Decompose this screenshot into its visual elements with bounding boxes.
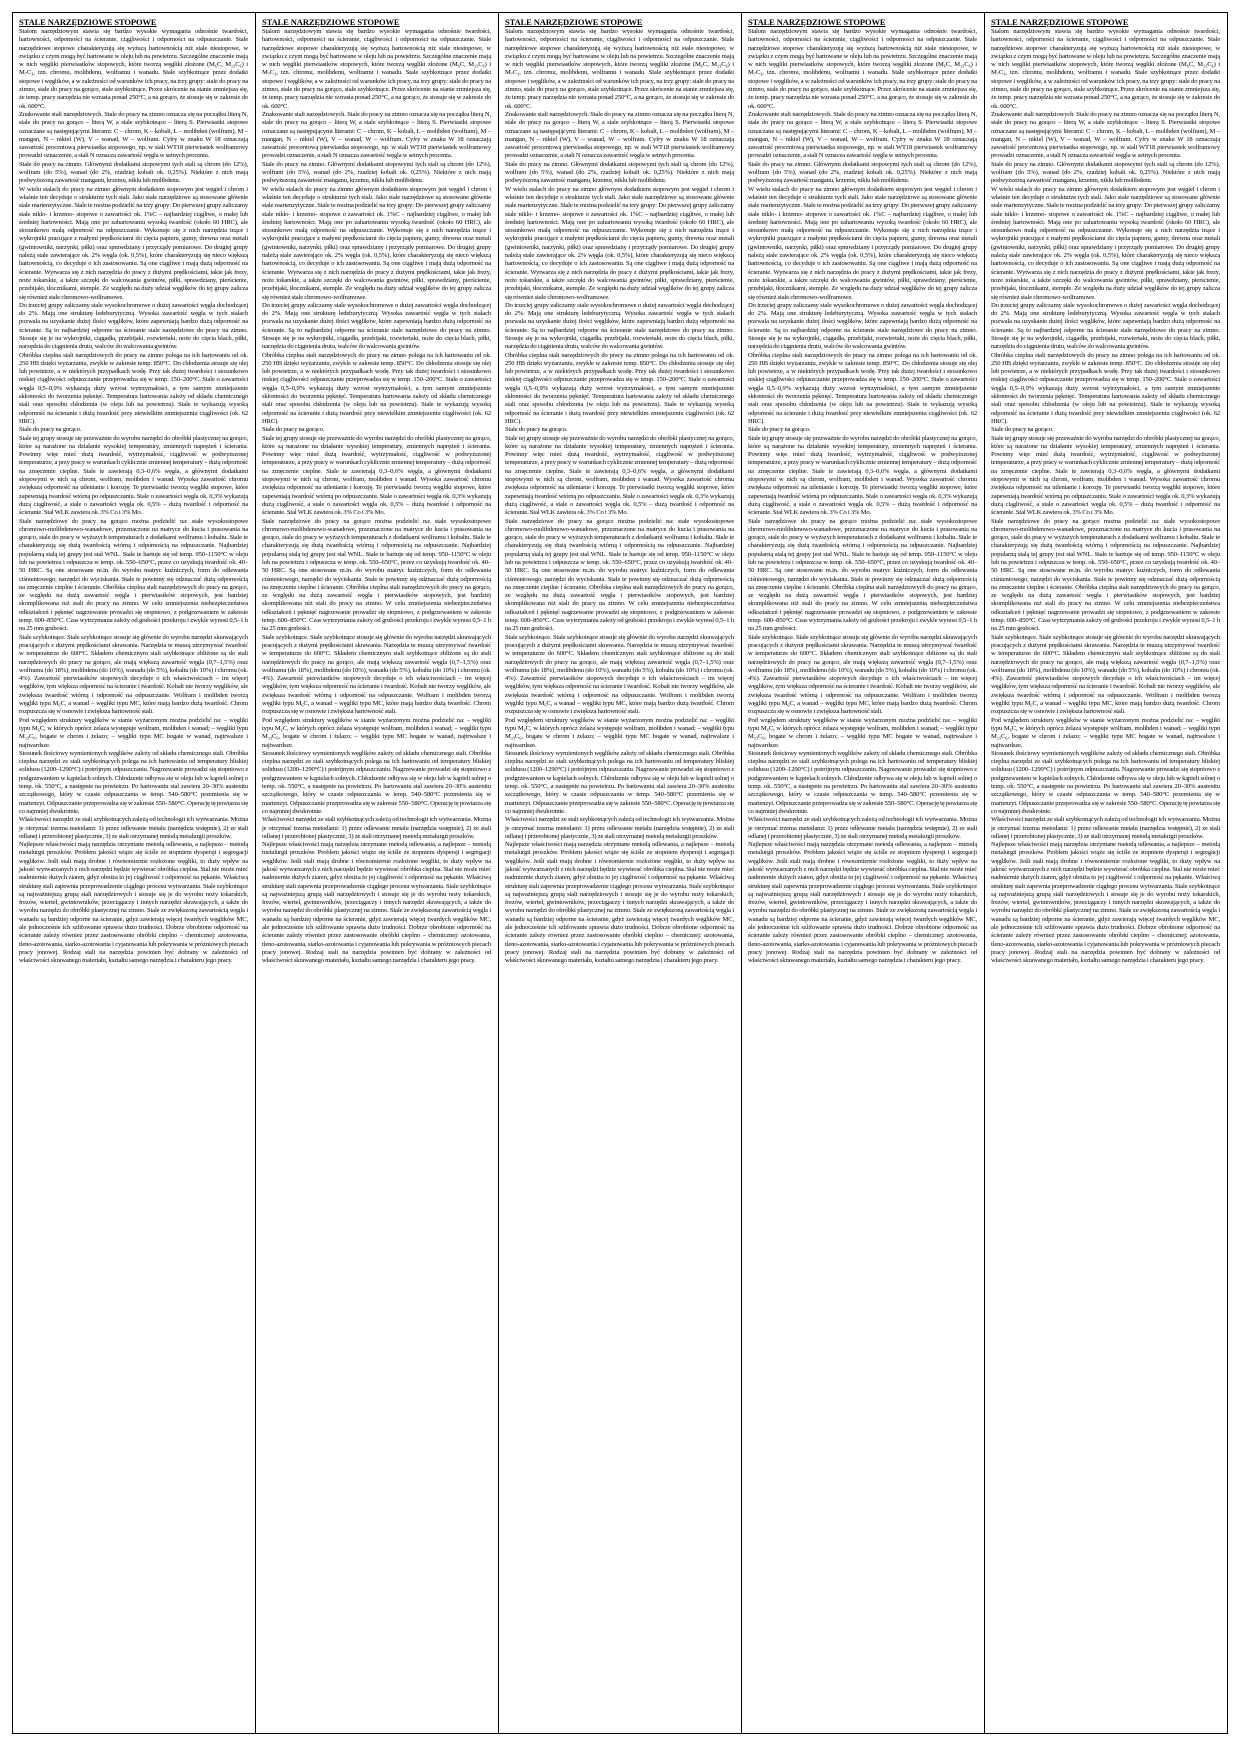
section-heading: Stale do pracy na gorąco. [748, 426, 811, 434]
column-body [748, 28, 977, 966]
text-column [985, 13, 1227, 1733]
text-column [13, 13, 256, 1733]
paragraph: Stosunek ilościowy wymienionych węglików zależy od składu chemicznego stali. Obróbka cieplna narzędzi ze stali szybkotnących polega na ich hartowaniu od temperatury bliskiej solidusu (1200–1290°C) i potrójnym odpuszczaniu. Nagrzewanie prowadzi się stopniowo z podgrzewaniem w kąpielach solnych. Chłodzenie odbywa się w oleju lub w kąpieli solnej o temp. ok. 550°C, a następnie na powietrzu. Po hartowaniu stal zawiera 20–30% austenitu szczątkowego, który w czasie odpuszczania w temp. 540–580°C przemienia się w martenzyt. Odpuszczanie przeprowadza się w zakresie 550–580°C. Operację tę powtarza się co najmniej dwukrotnie. [262, 749, 491, 815]
paragraph: Pod względem struktury węglików w stanie wyżarzonym można podzielić na: – węgliki typu M₆C, w których oprócz żelaza występuje wolfram, molibden i wanad; – węgliki typu M₂₃C₆, bogate w chrom i żelazo; – węgliki typu MC bogate w wanad, najtrwalsze i najtwardsze. [991, 716, 1220, 749]
paragraph: Stalom narzędziowym stawia się bardzo wysokie wymagania odnośnie twardości, hartowności, odporności na ścieranie, ciągliwości i odporności na odpuszczanie. Stale narzędziowe stopowe charakteryzują się wyższą hartownością niż stale niestopowe, w związku z czym mogą być hartowane w oleju lub na powietrzu. Szczególne znaczenie mają w nich węgliki pierwiastków stopowych, które tworzą węgliki złożone (M₆C, M₂₃C₆) i M₇C₃, tzn. chromu, molibdenu, wolframu i wanadu. Stale szybkotnące przez dodatki stopowe i węglików, a w zależności od warunków ich pracy, na trzy grupy: stale do pracy na zimno, stale do pracy na gorąco, stale szybkotnące. Przez skrócenie na stanie zmniejsza się, że temp. pracy narzędzia nie wzrasta ponad 250°C, a na gorąco, że stosuje się w zakresie do ok. 600°C. [748, 28, 977, 110]
paragraph: Obróbka cieplna stali narzędziowych do pracy na zimno polega na ich hartowaniu od ok. 250 HB dzięki wyżarzaniu, zwykle w zakresie temp. 850°C. Do chłodzenia stosuje się olej lub powietrze, a w niektórych przypadkach wodę. Przy tak dużej twardości i stosunkowo niskiej ciągliwości odpuszczanie przeprowadza się w temp. 150–200°C. Stale o zawartości węgla 0,5–0,9% wykazują duży wzrost wytrzymałości, a tym samym zmniejszenie skłonności do tworzenia pęknięć. Temperatura hartowania zależy od składu chemicznego stali oraz sposobu chłodzenia (w oleju lub na powietrzu). Stale te wykazują wysoką odporność na ścieranie i dużą twardość przy niewielkim zmniejszeniu ciągliwości (ok. 62 HRC). [991, 351, 1220, 425]
paragraph: Obróbka cieplna stali narzędziowych do pracy na zimno polega na ich hartowaniu od ok. 250 HB dzięki wyżarzaniu, zwykle w zakresie temp. 850°C. Do chłodzenia stosuje się olej lub powietrze, a w niektórych przypadkach wodę. Przy tak dużej twardości i stosunkowo niskiej ciągliwości odpuszczanie przeprowadza się w temp. 150–200°C. Stale o zawartości węgla 0,5–0,9% wykazują duży wzrost wytrzymałości, a tym samym zmniejszenie skłonności do tworzenia pęknięć. Temperatura hartowania zależy od składu chemicznego stali oraz sposobu chłodzenia (w oleju lub na powietrzu). Stale te wykazują wysoką odporność na ścieranie i dużą twardość przy niewielkim zmniejszeniu ciągliwości (ok. 62 HRC). [19, 351, 248, 425]
section-heading: Stale do pracy na gorąco. [991, 426, 1054, 434]
paragraph: Stale tej grupy stosuje się przeważnie do wyrobu narzędzi do obróbki plastycznej na gorąco, które są narażone na działanie wysokiej temperatury, zmiennych naprężeń i ścierania. Powinny więc mieć dużą twardość, wytrzymałość, ciągliwość w podwyższonej temperaturze, a przy pracy w warunkach cyklicznie zmiennej temperatury – dużą odporność na zmęczenie cieplne. Stale te zawierają 0,3–0,6% węgla, a głównymi dodatkami stopowymi w nich są chrom, wolfram, molibden i wanad. Wysoka zawartość chromu zwiększa odporność na utlenianie i korozję. Te pierwiastki tworzą węgliki stopowe, które zapewniają twardość wtórną po odpuszczaniu. Stale o zawartości węgla ok. 0,3% wykazują dużą ciągliwość, a stale o zawartości węgla ok. 0,5% – dużą twardość i odporność na ścieranie. Stal WLK zawiera ok. 3% Co i 3% Mo. [991, 434, 1220, 517]
text-column [256, 13, 499, 1733]
paragraph: Stale do pracy na zimno. Głównymi dodatkami stopowymi tych stali są chrom (do 12%), wolfram (do 5%), wanad (do 2%, rzadziej kobalt ok. 0,25%). Niektóre z nich mają podwyższoną zawartość manganu, krzemu, niklu lub molibdenu. [262, 160, 491, 185]
paragraph: Stale do pracy na zimno. Głównymi dodatkami stopowymi tych stali są chrom (do 12%), wolfram (do 5%), wanad (do 2%, rzadziej kobalt ok. 0,25%). Niektóre z nich mają podwyższoną zawartość manganu, krzemu, niklu lub molibdenu. [19, 160, 248, 185]
paragraph: Stale narzędziowe do pracy na gorąco można podzielić na: stale wysokostopowe chromowo-molibdenowo-wanadowe, przeznaczone na matryce do kucia i prasowania na gorąco, stale do pracy w wyższych temperaturach z dodatkami wolframu i kobaltu. Stale te charakteryzują się dużą twardością wtórną i odpornością na odpuszczanie. Najbardziej popularną stalą tej grupy jest stal WNL. Stale te hartuje się od temp. 950–1150°C w oleju lub na powietrzu i odpuszcza w temp. ok. 550–650°C, przez co uzyskują twardość ok. 40–50 HRC. Są one stosowane m.in. do wyrobu matryc kuźniczych, form do odlewania ciśnieniowego, narzędzi do wyciskania. Stale te powinny się odznaczać dużą odpornością na zmęczenie cieplne i ścieranie. Obróbka cieplna stali narzędziowych do pracy na gorąco, ze względu na dużą zawartość węgla i pierwiastków stopowych, jest bardziej skomplikowana niż stali do pracy na zimno. W celu zmniejszenia niebezpieczeństwa odkształceń i pęknięć nagrzewanie prowadzi się stopniowo, z podgrzewaniem w zakresie temp. 600–850°C. Czas wytrzymania zależy od grubości przekroju i zwykle wynosi 0,5–1 h na 25 mm grubości. [19, 517, 248, 633]
paragraph: Stalom narzędziowym stawia się bardzo wysokie wymagania odnośnie twardości, hartowności, odporności na ścieranie, ciągliwości i odporności na odpuszczanie. Stale narzędziowe stopowe charakteryzują się wyższą hartownością niż stale niestopowe, w związku z czym mogą być hartowane w oleju lub na powietrzu. Szczególne znaczenie mają w nich węgliki pierwiastków stopowych, które tworzą węgliki złożone (M₆C, M₂₃C₆) i M₇C₃, tzn. chromu, molibdenu, wolframu i wanadu. Stale szybkotnące przez dodatki stopowe i węglików, a w zależności od warunków ich pracy, na trzy grupy: stale do pracy na zimno, stale do pracy na gorąco, stale szybkotnące. Przez skrócenie na stanie zmniejsza się, że temp. pracy narzędzia nie wzrasta ponad 250°C, a na gorąco, że stosuje się w zakresie do ok. 600°C. [19, 28, 248, 110]
paragraph: Najlepsze właściwości mają narzędzia otrzymane metodą odlewania, a najlepsze – metodą metalurgii proszków. Problem jakości wiąże się ściśle ze stopniem dyspersji i segregacji węglików. Jeśli stali mają drobne i równomiernie rozłożone węgliki, to duży wpływ na jakość wytwarzanych z nich narzędzi będzie wywierać obróbka cieplna. Stal nie może mieć nadmiernie dużych ziaren, gdyż obniża to jej ciągliwość i odporność na pękanie. Właściwą strukturę stali zapewnia przeprowadzenie ciągłego procesu wytwarzania. Stale szybkotnące są najważniejszą grupą stali narzędziowych i stosuje się je do wyrobu noży tokarskich, frezów, wierteł, gwintowników, przeciągaczy i innych narzędzi skrawających, a także do wyrobu narzędzi do obróbki plastycznej na zimno. Stale ze zwiększoną zawartością węgla i wanadu są bardziej odporne na ścieranie, gdyż zawierają więcej twardych węglików MC, ale jednocześnie ich szlifowanie sprawia dużo trudności. Dobrze obrobione odporność na ścieranie zależy również przez zastosowanie obróbki cieplno – chemicznej: azotowania, tleno-azotowania, siarko-azotowania i cyjanowania lub pokrywania w próżniowych piecach pracy jonowej. Rodzaj stali na narzędzia powinien być dobrany w zależności od właściwości skrawanego materiału, kształtu samego narzędzia i charakteru jego pracy. [19, 841, 248, 965]
paragraph: Stalom narzędziowym stawia się bardzo wysokie wymagania odnośnie twardości, hartowności, odporności na ścieranie, ciągliwości i odporności na odpuszczanie. Stale narzędziowe stopowe charakteryzują się wyższą hartownością niż stale niestopowe, w związku z czym mogą być hartowane w oleju lub na powietrzu. Szczególne znaczenie mają w nich węgliki pierwiastków stopowych, które tworzą węgliki złożone (M₆C, M₂₃C₆) i M₇C₃, tzn. chromu, molibdenu, wolframu i wanadu. Stale szybkotnące przez dodatki stopowe i węglików, a w zależności od warunków ich pracy, na trzy grupy: stale do pracy na zimno, stale do pracy na gorąco, stale szybkotnące. Przez skrócenie na stanie zmniejsza się, że temp. pracy narzędzia nie wzrasta ponad 250°C, a na gorąco, że stosuje się w zakresie do ok. 600°C. [262, 28, 491, 110]
column-title: STALE NARZĘDZIOWE STOPOWE [19, 17, 157, 27]
paragraph: Stale narzędziowe do pracy na gorąco można podzielić na: stale wysokostopowe chromowo-molibdenowo-wanadowe, przeznaczone na matryce do kucia i prasowania na gorąco, stale do pracy w wyższych temperaturach z dodatkami wolframu i kobaltu. Stale te charakteryzują się dużą twardością wtórną i odpornością na odpuszczanie. Najbardziej popularną stalą tej grupy jest stal WNL. Stale te hartuje się od temp. 950–1150°C w oleju lub na powietrzu i odpuszcza w temp. ok. 550–650°C, przez co uzyskują twardość ok. 40–50 HRC. Są one stosowane m.in. do wyrobu matryc kuźniczych, form do odlewania ciśnieniowego, narzędzi do wyciskania. Stale te powinny się odznaczać dużą odpornością na zmęczenie cieplne i ścieranie. Obróbka cieplna stali narzędziowych do pracy na gorąco, ze względu na dużą zawartość węgla i pierwiastków stopowych, jest bardziej skomplikowana niż stali do pracy na zimno. W celu zmniejszenia niebezpieczeństwa odkształceń i pęknięć nagrzewanie prowadzi się stopniowo, z podgrzewaniem w zakresie temp. 600–850°C. Czas wytrzymania zależy od grubości przekroju i zwykle wynosi 0,5–1 h na 25 mm grubości. [991, 517, 1220, 633]
column-body [19, 28, 248, 966]
column-title: STALE NARZĘDZIOWE STOPOWE [991, 17, 1129, 27]
paragraph: Pod względem struktury węglików w stanie wyżarzonym można podzielić na: – węgliki typu M₆C, w których oprócz żelaza występuje wolfram, molibden i wanad; – węgliki typu M₂₃C₆, bogate w chrom i żelazo; – węgliki typu MC bogate w wanad, najtrwalsze i najtwardsze. [748, 716, 977, 749]
paragraph: Stale narzędziowe do pracy na gorąco można podzielić na: stale wysokostopowe chromowo-molibdenowo-wanadowe, przeznaczone na matryce do kucia i prasowania na gorąco, stale do pracy w wyższych temperaturach z dodatkami wolframu i kobaltu. Stale te charakteryzują się dużą twardością wtórną i odpornością na odpuszczanie. Najbardziej popularną stalą tej grupy jest stal WNL. Stale te hartuje się od temp. 950–1150°C w oleju lub na powietrzu i odpuszcza w temp. ok. 550–650°C, przez co uzyskują twardość ok. 40–50 HRC. Są one stosowane m.in. do wyrobu matryc kuźniczych, form do odlewania ciśnieniowego, narzędzi do wyciskania. Stale te powinny się odznaczać dużą odpornością na zmęczenie cieplne i ścieranie. Obróbka cieplna stali narzędziowych do pracy na gorąco, ze względu na dużą zawartość węgla i pierwiastków stopowych, jest bardziej skomplikowana niż stali do pracy na zimno. W celu zmniejszenia niebezpieczeństwa odkształceń i pęknięć nagrzewanie prowadzi się stopniowo, z podgrzewaniem w zakresie temp. 600–850°C. Czas wytrzymania zależy od grubości przekroju i zwykle wynosi 0,5–1 h na 25 mm grubości. [505, 517, 734, 633]
column-title: STALE NARZĘDZIOWE STOPOWE [262, 17, 400, 27]
paragraph: Najlepsze właściwości mają narzędzia otrzymane metodą odlewania, a najlepsze – metodą metalurgii proszków. Problem jakości wiąże się ściśle ze stopniem dyspersji i segregacji węglików. Jeśli stali mają drobne i równomiernie rozłożone węgliki, to duży wpływ na jakość wytwarzanych z nich narzędzi będzie wywierać obróbka cieplna. Stal nie może mieć nadmiernie dużych ziaren, gdyż obniża to jej ciągliwość i odporność na pękanie. Właściwą strukturę stali zapewnia przeprowadzenie ciągłego procesu wytwarzania. Stale szybkotnące są najważniejszą grupą stali narzędziowych i stosuje się je do wyrobu noży tokarskich, frezów, wierteł, gwintowników, przeciągaczy i innych narzędzi skrawających, a także do wyrobu narzędzi do obróbki plastycznej na zimno. Stale ze zwiększoną zawartością węgla i wanadu są bardziej odporne na ścieranie, gdyż zawierają więcej twardych węglików MC, ale jednocześnie ich szlifowanie sprawia dużo trudności. Dobrze obrobione odporność na ścieranie zależy również przez zastosowanie obróbki cieplno – chemicznej: azotowania, tleno-azotowania, siarko-azotowania i cyjanowania lub pokrywania w próżniowych piecach pracy jonowej. Rodzaj stali na narzędzia powinien być dobrany w zależności od właściwości skrawanego materiału, kształtu samego narzędzia i charakteru jego pracy. [262, 841, 491, 965]
paragraph: Stale szybkotnące. Stale szybkotnące stosuje się głównie do wyrobu narzędzi skrawających pracujących z dużymi prędkościami skrawania. Narzędzia te muszą utrzymywać twardość w temperaturze do 600°C. Składem chemicznym stali szybkotnące zbliżone są do stali narzędziowych do pracy na gorąco, ale mają większą zawartość węgla (0,7–1,5%) oraz wolframu (do 18%), molibdenu (do 10%), wanadu (do 5%), kobaltu (do 10%) i chromu (ok. 4%). Zawartość pierwiastków stopowych decyduje o ich właściwościach – im więcej węglików, tym większa odporność na ścieranie i twardość. Kobalt nie tworzy węglików, ale zwiększa twardość wtórną i odporność na odpuszczanie. Wolfram i molibden tworzą węgliki typu M₆C, a wanad – węgliki typu MC, które mają bardzo dużą twardość. Chrom rozpuszcza się w osnowie i zwiększa hartowność stali. [262, 633, 491, 716]
paragraph: Właściwości narzędzi ze stali szybkotnących zależą od technologii ich wytwarzania. Można je otrzymać trzema metodami: 1) przez odlewanie metalu (narzędzia wstępnie), 2) ze stali odlanej i przerobionej plastycznie, 3) ze stali otrzymanej metodą metalurgii proszków. [748, 816, 977, 840]
paragraph: Pod względem struktury węglików w stanie wyżarzonym można podzielić na: – węgliki typu M₆C, w których oprócz żelaza występuje wolfram, molibden i wanad; – węgliki typu M₂₃C₆, bogate w chrom i żelazo; – węgliki typu MC bogate w wanad, najtrwalsze i najtwardsze. [19, 716, 248, 749]
paragraph: Do trzeciej grupy zaliczamy stale wysokochromowe o dużej zawartości węgla dochodzącej do 2%. Mają one strukturę ledeburytyczną. Wysoka zawartość węgla w tych stalach pozwala na uzyskanie dużej ilości węglików, które zapewniają bardzo dużą odporność na ścieranie. Są to najbardziej odporne na ścieranie stale narzędziowe do pracy na zimno. Stosuje się je na wykrojniki, ciągadła, przebijaki, rozwiertaki, noże do cięcia blach, piłki, narzędzia do ciągnienia drutu, walców do walcowania gwintów. [505, 301, 734, 351]
paragraph: Do trzeciej grupy zaliczamy stale wysokochromowe o dużej zawartości węgla dochodzącej do 2%. Mają one strukturę ledeburytyczną. Wysoka zawartość węgla w tych stalach pozwala na uzyskanie dużej ilości węglików, które zapewniają bardzo dużą odporność na ścieranie. Są to najbardziej odporne na ścieranie stale narzędziowe do pracy na zimno. Stosuje się je na wykrojniki, ciągadła, przebijaki, rozwiertaki, noże do cięcia blach, piłki, narzędzia do ciągnienia drutu, walców do walcowania gwintów. [991, 301, 1220, 351]
paragraph: Znakowanie stali narzędziowych. Stale do pracy na zimno oznacza się na początku literą N, stale do pracy na gorąco – literą W, a stale szybkotnące – literą S. Pierwiastki stopowe oznaczane są następującymi literami: C – chrom, K – kobalt, L – molibden (wolfram), M – mangan, N – nikiel (W), V – wanad, W – wolfram. Cyfry w znaku W 18 oznaczają zawartość procentową pierwiastka stopowego, np. w stali WT18 pierwiastek wolframowy prowadzi oznaczenie, a stali N oznacza zawartość węgla w setnych procenta. [19, 110, 248, 160]
document-page [12, 12, 1228, 1734]
paragraph: Znakowanie stali narzędziowych. Stale do pracy na zimno oznacza się na początku literą N, stale do pracy na gorąco – literą W, a stale szybkotnące – literą S. Pierwiastki stopowe oznaczane są następującymi literami: C – chrom, K – kobalt, L – molibden (wolfram), M – mangan, N – nikiel (W), V – wanad, W – wolfram. Cyfry w znaku W 18 oznaczają zawartość procentową pierwiastka stopowego, np. w stali WT18 pierwiastek wolframowy prowadzi oznaczenie, a stali N oznacza zawartość węgla w setnych procenta. [505, 110, 734, 160]
column-body [505, 28, 734, 966]
paragraph: Właściwości narzędzi ze stali szybkotnących zależą od technologii ich wytwarzania. Można je otrzymać trzema metodami: 1) przez odlewanie metalu (narzędzia wstępnie), 2) ze stali odlanej i przerobionej plastycznie, 3) ze stali otrzymanej metodą metalurgii proszków. [262, 816, 491, 840]
paragraph: Stale szybkotnące. Stale szybkotnące stosuje się głównie do wyrobu narzędzi skrawających pracujących z dużymi prędkościami skrawania. Narzędzia te muszą utrzymywać twardość w temperaturze do 600°C. Składem chemicznym stali szybkotnące zbliżone są do stali narzędziowych do pracy na gorąco, ale mają większą zawartość węgla (0,7–1,5%) oraz wolframu (do 18%), molibdenu (do 10%), wanadu (do 5%), kobaltu (do 10%) i chromu (ok. 4%). Zawartość pierwiastków stopowych decyduje o ich właściwościach – im więcej węglików, tym większa odporność na ścieranie i twardość. Kobalt nie tworzy węglików, ale zwiększa twardość wtórną i odporność na odpuszczanie. Wolfram i molibden tworzą węgliki typu M₆C, a wanad – węgliki typu MC, które mają bardzo dużą twardość. Chrom rozpuszcza się w osnowie i zwiększa hartowność stali. [505, 633, 734, 716]
paragraph: Znakowanie stali narzędziowych. Stale do pracy na zimno oznacza się na początku literą N, stale do pracy na gorąco – literą W, a stale szybkotnące – literą S. Pierwiastki stopowe oznaczane są następującymi literami: C – chrom, K – kobalt, L – molibden (wolfram), M – mangan, N – nikiel (W), V – wanad, W – wolfram. Cyfry w znaku W 18 oznaczają zawartość procentową pierwiastka stopowego, np. w stali WT18 pierwiastek wolframowy prowadzi oznaczenie, a stali N oznacza zawartość węgla w setnych procenta. [991, 110, 1220, 160]
paragraph: Właściwości narzędzi ze stali szybkotnących zależą od technologii ich wytwarzania. Można je otrzymać trzema metodami: 1) przez odlewanie metalu (narzędzia wstępnie), 2) ze stali odlanej i przerobionej plastycznie, 3) ze stali otrzymanej metodą metalurgii proszków. [19, 816, 248, 840]
paragraph: Do trzeciej grupy zaliczamy stale wysokochromowe o dużej zawartości węgla dochodzącej do 2%. Mają one strukturę ledeburytyczną. Wysoka zawartość węgla w tych stalach pozwala na uzyskanie dużej ilości węglików, które zapewniają bardzo dużą odporność na ścieranie. Są to najbardziej odporne na ścieranie stale narzędziowe do pracy na zimno. Stosuje się je na wykrojniki, ciągadła, przebijaki, rozwiertaki, noże do cięcia blach, piłki, narzędzia do ciągnienia drutu, walców do walcowania gwintów. [748, 301, 977, 351]
paragraph: Stale do pracy na zimno. Głównymi dodatkami stopowymi tych stali są chrom (do 12%), wolfram (do 5%), wanad (do 2%, rzadziej kobalt ok. 0,25%). Niektóre z nich mają podwyższoną zawartość manganu, krzemu, niklu lub molibdenu. [505, 160, 734, 185]
paragraph: W wielu stalach do pracy na zimno głównym dodatkiem stopowym jest węgiel i chrom i właśnie ten decyduje o strukturze tych stali. Jako stale narzędziowe są stosowane głównie stale martenzytyczne. Stale te można podzielić na trzy grupy: Do pierwszej grupy zaliczamy stale niklo- i krzemo- stopowe o zawartości ok. 1%C – najbardziej ciągliwe, o małej lub średniej hartowności. Mają one po zahartowaniu wysoką twardość (około 60 HRC), ale stosunkowo małą odporność na odpuszczanie. Wykonuje się z nich narzędzia tnące i wykrojniki pracujące z małymi prędkościami do cięcia papieru, gumy, drewna oraz metali (gwintowniki, narzynki, piłki) oraz sprawdziany i przyrządy pomiarowe. Do drugiej grupy należą stale zawierające ok. 2% węgla (ok. 0,5%), które charakteryzują się nieco większą hartownością, co decyduje o ich zastosowaniu. Są one ciągliwe i mają dużą odporność na ścieranie. Wytwarza się z nich narzędzia do pracy z dużymi prędkościami, takie jak frezy, noże tokarskie, a także szczęki do walcowania gwintów, piłki, sprawdziany, pierścienie, przebijaki, tłocznikami, stemple. Ze względu na duży udział węglików do tej grupy zalicza się również stale chromowo-wolframowe. [19, 185, 248, 301]
paragraph: Stosunek ilościowy wymienionych węglików zależy od składu chemicznego stali. Obróbka cieplna narzędzi ze stali szybkotnących polega na ich hartowaniu od temperatury bliskiej solidusu (1200–1290°C) i potrójnym odpuszczaniu. Nagrzewanie prowadzi się stopniowo z podgrzewaniem w kąpielach solnych. Chłodzenie odbywa się w oleju lub w kąpieli solnej o temp. ok. 550°C, a następnie na powietrzu. Po hartowaniu stal zawiera 20–30% austenitu szczątkowego, który w czasie odpuszczania w temp. 540–580°C przemienia się w martenzyt. Odpuszczanie przeprowadza się w zakresie 550–580°C. Operację tę powtarza się co najmniej dwukrotnie. [748, 749, 977, 815]
paragraph: Najlepsze właściwości mają narzędzia otrzymane metodą odlewania, a najlepsze – metodą metalurgii proszków. Problem jakości wiąże się ściśle ze stopniem dyspersji i segregacji węglików. Jeśli stali mają drobne i równomiernie rozłożone węgliki, to duży wpływ na jakość wytwarzanych z nich narzędzi będzie wywierać obróbka cieplna. Stal nie może mieć nadmiernie dużych ziaren, gdyż obniża to jej ciągliwość i odporność na pękanie. Właściwą strukturę stali zapewnia przeprowadzenie ciągłego procesu wytwarzania. Stale szybkotnące są najważniejszą grupą stali narzędziowych i stosuje się je do wyrobu noży tokarskich, frezów, wierteł, gwintowników, przeciągaczy i innych narzędzi skrawających, a także do wyrobu narzędzi do obróbki plastycznej na zimno. Stale ze zwiększoną zawartością węgla i wanadu są bardziej odporne na ścieranie, gdyż zawierają więcej twardych węglików MC, ale jednocześnie ich szlifowanie sprawia dużo trudności. Dobrze obrobione odporność na ścieranie zależy również przez zastosowanie obróbki cieplno – chemicznej: azotowania, tleno-azotowania, siarko-azotowania i cyjanowania lub pokrywania w próżniowych piecach pracy jonowej. Rodzaj stali na narzędzia powinien być dobrany w zależności od właściwości skrawanego materiału, kształtu samego narzędzia i charakteru jego pracy. [505, 841, 734, 965]
paragraph: W wielu stalach do pracy na zimno głównym dodatkiem stopowym jest węgiel i chrom i właśnie ten decyduje o strukturze tych stali. Jako stale narzędziowe są stosowane głównie stale martenzytyczne. Stale te można podzielić na trzy grupy: Do pierwszej grupy zaliczamy stale niklo- i krzemo- stopowe o zawartości ok. 1%C – najbardziej ciągliwe, o małej lub średniej hartowności. Mają one po zahartowaniu wysoką twardość (około 60 HRC), ale stosunkowo małą odporność na odpuszczanie. Wykonuje się z nich narzędzia tnące i wykrojniki pracujące z małymi prędkościami do cięcia papieru, gumy, drewna oraz metali (gwintowniki, narzynki, piłki) oraz sprawdziany i przyrządy pomiarowe. Do drugiej grupy należą stale zawierające ok. 2% węgla (ok. 0,5%), które charakteryzują się nieco większą hartownością, co decyduje o ich zastosowaniu. Są one ciągliwe i mają dużą odporność na ścieranie. Wytwarza się z nich narzędzia do pracy z dużymi prędkościami, takie jak frezy, noże tokarskie, a także szczęki do walcowania gwintów, piłki, sprawdziany, pierścienie, przebijaki, tłocznikami, stemple. Ze względu na duży udział węglików do tej grupy zalicza się również stale chromowo-wolframowe. [748, 185, 977, 301]
paragraph: Znakowanie stali narzędziowych. Stale do pracy na zimno oznacza się na początku literą N, stale do pracy na gorąco – literą W, a stale szybkotnące – literą S. Pierwiastki stopowe oznaczane są następującymi literami: C – chrom, K – kobalt, L – molibden (wolfram), M – mangan, N – nikiel (W), V – wanad, W – wolfram. Cyfry w znaku W 18 oznaczają zawartość procentową pierwiastka stopowego, np. w stali WT18 pierwiastek wolframowy prowadzi oznaczenie, a stali N oznacza zawartość węgla w setnych procenta. [262, 110, 491, 160]
paragraph: Stalom narzędziowym stawia się bardzo wysokie wymagania odnośnie twardości, hartowności, odporności na ścieranie, ciągliwości i odporności na odpuszczanie. Stale narzędziowe stopowe charakteryzują się wyższą hartownością niż stale niestopowe, w związku z czym mogą być hartowane w oleju lub na powietrzu. Szczególne znaczenie mają w nich węgliki pierwiastków stopowych, które tworzą węgliki złożone (M₆C, M₂₃C₆) i M₇C₃, tzn. chromu, molibdenu, wolframu i wanadu. Stale szybkotnące przez dodatki stopowe i węglików, a w zależności od warunków ich pracy, na trzy grupy: stale do pracy na zimno, stale do pracy na gorąco, stale szybkotnące. Przez skrócenie na stanie zmniejsza się, że temp. pracy narzędzia nie wzrasta ponad 250°C, a na gorąco, że stosuje się w zakresie do ok. 600°C. [991, 28, 1220, 110]
text-column [499, 13, 742, 1733]
paragraph: Stale tej grupy stosuje się przeważnie do wyrobu narzędzi do obróbki plastycznej na gorąco, które są narażone na działanie wysokiej temperatury, zmiennych naprężeń i ścierania. Powinny więc mieć dużą twardość, wytrzymałość, ciągliwość w podwyższonej temperaturze, a przy pracy w warunkach cyklicznie zmiennej temperatury – dużą odporność na zmęczenie cieplne. Stale te zawierają 0,3–0,6% węgla, a głównymi dodatkami stopowymi w nich są chrom, wolfram, molibden i wanad. Wysoka zawartość chromu zwiększa odporność na utlenianie i korozję. Te pierwiastki tworzą węgliki stopowe, które zapewniają twardość wtórną po odpuszczaniu. Stale o zawartości węgla ok. 0,3% wykazują dużą ciągliwość, a stale o zawartości węgla ok. 0,5% – dużą twardość i odporność na ścieranie. Stal WLK zawiera ok. 3% Co i 3% Mo. [19, 434, 248, 517]
paragraph: Stale szybkotnące. Stale szybkotnące stosuje się głównie do wyrobu narzędzi skrawających pracujących z dużymi prędkościami skrawania. Narzędzia te muszą utrzymywać twardość w temperaturze do 600°C. Składem chemicznym stali szybkotnące zbliżone są do stali narzędziowych do pracy na gorąco, ale mają większą zawartość węgla (0,7–1,5%) oraz wolframu (do 18%), molibdenu (do 10%), wanadu (do 5%), kobaltu (do 10%) i chromu (ok. 4%). Zawartość pierwiastków stopowych decyduje o ich właściwościach – im więcej węglików, tym większa odporność na ścieranie i twardość. Kobalt nie tworzy węglików, ale zwiększa twardość wtórną i odporność na odpuszczanie. Wolfram i molibden tworzą węgliki typu M₆C, a wanad – węgliki typu MC, które mają bardzo dużą twardość. Chrom rozpuszcza się w osnowie i zwiększa hartowność stali. [991, 633, 1220, 716]
paragraph: Znakowanie stali narzędziowych. Stale do pracy na zimno oznacza się na początku literą N, stale do pracy na gorąco – literą W, a stale szybkotnące – literą S. Pierwiastki stopowe oznaczane są następującymi literami: C – chrom, K – kobalt, L – molibden (wolfram), M – mangan, N – nikiel (W), V – wanad, W – wolfram. Cyfry w znaku W 18 oznaczają zawartość procentową pierwiastka stopowego, np. w stali WT18 pierwiastek wolframowy prowadzi oznaczenie, a stali N oznacza zawartość węgla w setnych procenta. [748, 110, 977, 160]
paragraph: W wielu stalach do pracy na zimno głównym dodatkiem stopowym jest węgiel i chrom i właśnie ten decyduje o strukturze tych stali. Jako stale narzędziowe są stosowane głównie stale martenzytyczne. Stale te można podzielić na trzy grupy: Do pierwszej grupy zaliczamy stale niklo- i krzemo- stopowe o zawartości ok. 1%C – najbardziej ciągliwe, o małej lub średniej hartowności. Mają one po zahartowaniu wysoką twardość (około 60 HRC), ale stosunkowo małą odporność na odpuszczanie. Wykonuje się z nich narzędzia tnące i wykrojniki pracujące z małymi prędkościami do cięcia papieru, gumy, drewna oraz metali (gwintowniki, narzynki, piłki) oraz sprawdziany i przyrządy pomiarowe. Do drugiej grupy należą stale zawierające ok. 2% węgla (ok. 0,5%), które charakteryzują się nieco większą hartownością, co decyduje o ich zastosowaniu. Są one ciągliwe i mają dużą odporność na ścieranie. Wytwarza się z nich narzędzia do pracy z dużymi prędkościami, takie jak frezy, noże tokarskie, a także szczęki do walcowania gwintów, piłki, sprawdziany, pierścienie, przebijaki, tłocznikami, stemple. Ze względu na duży udział węglików do tej grupy zalicza się również stale chromowo-wolframowe. [991, 185, 1220, 301]
section-heading: Stale do pracy na gorąco. [505, 426, 568, 434]
paragraph: Właściwości narzędzi ze stali szybkotnących zależą od technologii ich wytwarzania. Można je otrzymać trzema metodami: 1) przez odlewanie metalu (narzędzia wstępnie), 2) ze stali odlanej i przerobionej plastycznie, 3) ze stali otrzymanej metodą metalurgii proszków. [991, 816, 1220, 840]
paragraph: Do trzeciej grupy zaliczamy stale wysokochromowe o dużej zawartości węgla dochodzącej do 2%. Mają one strukturę ledeburytyczną. Wysoka zawartość węgla w tych stalach pozwala na uzyskanie dużej ilości węglików, które zapewniają bardzo dużą odporność na ścieranie. Są to najbardziej odporne na ścieranie stale narzędziowe do pracy na zimno. Stosuje się je na wykrojniki, ciągadła, przebijaki, rozwiertaki, noże do cięcia blach, piłki, narzędzia do ciągnienia drutu, walców do walcowania gwintów. [262, 301, 491, 351]
paragraph: Stale do pracy na zimno. Głównymi dodatkami stopowymi tych stali są chrom (do 12%), wolfram (do 5%), wanad (do 2%, rzadziej kobalt ok. 0,25%). Niektóre z nich mają podwyższoną zawartość manganu, krzemu, niklu lub molibdenu. [748, 160, 977, 185]
paragraph: Stale tej grupy stosuje się przeważnie do wyrobu narzędzi do obróbki plastycznej na gorąco, które są narażone na działanie wysokiej temperatury, zmiennych naprężeń i ścierania. Powinny więc mieć dużą twardość, wytrzymałość, ciągliwość w podwyższonej temperaturze, a przy pracy w warunkach cyklicznie zmiennej temperatury – dużą odporność na zmęczenie cieplne. Stale te zawierają 0,3–0,6% węgla, a głównymi dodatkami stopowymi w nich są chrom, wolfram, molibden i wanad. Wysoka zawartość chromu zwiększa odporność na utlenianie i korozję. Te pierwiastki tworzą węgliki stopowe, które zapewniają twardość wtórną po odpuszczaniu. Stale o zawartości węgla ok. 0,3% wykazują dużą ciągliwość, a stale o zawartości węgla ok. 0,5% – dużą twardość i odporność na ścieranie. Stal WLK zawiera ok. 3% Co i 3% Mo. [748, 434, 977, 517]
paragraph: Stale narzędziowe do pracy na gorąco można podzielić na: stale wysokostopowe chromowo-molibdenowo-wanadowe, przeznaczone na matryce do kucia i prasowania na gorąco, stale do pracy w wyższych temperaturach z dodatkami wolframu i kobaltu. Stale te charakteryzują się dużą twardością wtórną i odpornością na odpuszczanie. Najbardziej popularną stalą tej grupy jest stal WNL. Stale te hartuje się od temp. 950–1150°C w oleju lub na powietrzu i odpuszcza w temp. ok. 550–650°C, przez co uzyskują twardość ok. 40–50 HRC. Są one stosowane m.in. do wyrobu matryc kuźniczych, form do odlewania ciśnieniowego, narzędzi do wyciskania. Stale te powinny się odznaczać dużą odpornością na zmęczenie cieplne i ścieranie. Obróbka cieplna stali narzędziowych do pracy na gorąco, ze względu na dużą zawartość węgla i pierwiastków stopowych, jest bardziej skomplikowana niż stali do pracy na zimno. W celu zmniejszenia niebezpieczeństwa odkształceń i pęknięć nagrzewanie prowadzi się stopniowo, z podgrzewaniem w zakresie temp. 600–850°C. Czas wytrzymania zależy od grubości przekroju i zwykle wynosi 0,5–1 h na 25 mm grubości. [262, 517, 491, 633]
paragraph: Najlepsze właściwości mają narzędzia otrzymane metodą odlewania, a najlepsze – metodą metalurgii proszków. Problem jakości wiąże się ściśle ze stopniem dyspersji i segregacji węglików. Jeśli stali mają drobne i równomiernie rozłożone węgliki, to duży wpływ na jakość wytwarzanych z nich narzędzi będzie wywierać obróbka cieplna. Stal nie może mieć nadmiernie dużych ziaren, gdyż obniża to jej ciągliwość i odporność na pękanie. Właściwą strukturę stali zapewnia przeprowadzenie ciągłego procesu wytwarzania. Stale szybkotnące są najważniejszą grupą stali narzędziowych i stosuje się je do wyrobu noży tokarskich, frezów, wierteł, gwintowników, przeciągaczy i innych narzędzi skrawających, a także do wyrobu narzędzi do obróbki plastycznej na zimno. Stale ze zwiększoną zawartością węgla i wanadu są bardziej odporne na ścieranie, gdyż zawierają więcej twardych węglików MC, ale jednocześnie ich szlifowanie sprawia dużo trudności. Dobrze obrobione odporność na ścieranie zależy również przez zastosowanie obróbki cieplno – chemicznej: azotowania, tleno-azotowania, siarko-azotowania i cyjanowania lub pokrywania w próżniowych piecach pracy jonowej. Rodzaj stali na narzędzia powinien być dobrany w zależności od właściwości skrawanego materiału, kształtu samego narzędzia i charakteru jego pracy. [748, 841, 977, 965]
paragraph: Stosunek ilościowy wymienionych węglików zależy od składu chemicznego stali. Obróbka cieplna narzędzi ze stali szybkotnących polega na ich hartowaniu od temperatury bliskiej solidusu (1200–1290°C) i potrójnym odpuszczaniu. Nagrzewanie prowadzi się stopniowo z podgrzewaniem w kąpielach solnych. Chłodzenie odbywa się w oleju lub w kąpieli solnej o temp. ok. 550°C, a następnie na powietrzu. Po hartowaniu stal zawiera 20–30% austenitu szczątkowego, który w czasie odpuszczania w temp. 540–580°C przemienia się w martenzyt. Odpuszczanie przeprowadza się w zakresie 550–580°C. Operację tę powtarza się co najmniej dwukrotnie. [505, 749, 734, 815]
column-title: STALE NARZĘDZIOWE STOPOWE [748, 17, 886, 27]
paragraph: Stosunek ilościowy wymienionych węglików zależy od składu chemicznego stali. Obróbka cieplna narzędzi ze stali szybkotnących polega na ich hartowaniu od temperatury bliskiej solidusu (1200–1290°C) i potrójnym odpuszczaniu. Nagrzewanie prowadzi się stopniowo z podgrzewaniem w kąpielach solnych. Chłodzenie odbywa się w oleju lub w kąpieli solnej o temp. ok. 550°C, a następnie na powietrzu. Po hartowaniu stal zawiera 20–30% austenitu szczątkowego, który w czasie odpuszczania w temp. 540–580°C przemienia się w martenzyt. Odpuszczanie przeprowadza się w zakresie 550–580°C. Operację tę powtarza się co najmniej dwukrotnie. [991, 749, 1220, 815]
paragraph: Stale do pracy na zimno. Głównymi dodatkami stopowymi tych stali są chrom (do 12%), wolfram (do 5%), wanad (do 2%, rzadziej kobalt ok. 0,25%). Niektóre z nich mają podwyższoną zawartość manganu, krzemu, niklu lub molibdenu. [991, 160, 1220, 185]
paragraph: Obróbka cieplna stali narzędziowych do pracy na zimno polega na ich hartowaniu od ok. 250 HB dzięki wyżarzaniu, zwykle w zakresie temp. 850°C. Do chłodzenia stosuje się olej lub powietrze, a w niektórych przypadkach wodę. Przy tak dużej twardości i stosunkowo niskiej ciągliwości odpuszczanie przeprowadza się w temp. 150–200°C. Stale o zawartości węgla 0,5–0,9% wykazują duży wzrost wytrzymałości, a tym samym zmniejszenie skłonności do tworzenia pęknięć. Temperatura hartowania zależy od składu chemicznego stali oraz sposobu chłodzenia (w oleju lub na powietrzu). Stale te wykazują wysoką odporność na ścieranie i dużą twardość przy niewielkim zmniejszeniu ciągliwości (ok. 62 HRC). [262, 351, 491, 425]
paragraph: Pod względem struktury węglików w stanie wyżarzonym można podzielić na: – węgliki typu M₆C, w których oprócz żelaza występuje wolfram, molibden i wanad; – węgliki typu M₂₃C₆, bogate w chrom i żelazo; – węgliki typu MC bogate w wanad, najtrwalsze i najtwardsze. [505, 716, 734, 749]
paragraph: Stale tej grupy stosuje się przeważnie do wyrobu narzędzi do obróbki plastycznej na gorąco, które są narażone na działanie wysokiej temperatury, zmiennych naprężeń i ścierania. Powinny więc mieć dużą twardość, wytrzymałość, ciągliwość w podwyższonej temperaturze, a przy pracy w warunkach cyklicznie zmiennej temperatury – dużą odporność na zmęczenie cieplne. Stale te zawierają 0,3–0,6% węgla, a głównymi dodatkami stopowymi w nich są chrom, wolfram, molibden i wanad. Wysoka zawartość chromu zwiększa odporność na utlenianie i korozję. Te pierwiastki tworzą węgliki stopowe, które zapewniają twardość wtórną po odpuszczaniu. Stale o zawartości węgla ok. 0,3% wykazują dużą ciągliwość, a stale o zawartości węgla ok. 0,5% – dużą twardość i odporność na ścieranie. Stal WLK zawiera ok. 3% Co i 3% Mo. [262, 434, 491, 517]
paragraph: Obróbka cieplna stali narzędziowych do pracy na zimno polega na ich hartowaniu od ok. 250 HB dzięki wyżarzaniu, zwykle w zakresie temp. 850°C. Do chłodzenia stosuje się olej lub powietrze, a w niektórych przypadkach wodę. Przy tak dużej twardości i stosunkowo niskiej ciągliwości odpuszczanie przeprowadza się w temp. 150–200°C. Stale o zawartości węgla 0,5–0,9% wykazują duży wzrost wytrzymałości, a tym samym zmniejszenie skłonności do tworzenia pęknięć. Temperatura hartowania zależy od składu chemicznego stali oraz sposobu chłodzenia (w oleju lub na powietrzu). Stale te wykazują wysoką odporność na ścieranie i dużą twardość przy niewielkim zmniejszeniu ciągliwości (ok. 62 HRC). [505, 351, 734, 425]
paragraph: Stale szybkotnące. Stale szybkotnące stosuje się głównie do wyrobu narzędzi skrawających pracujących z dużymi prędkościami skrawania. Narzędzia te muszą utrzymywać twardość w temperaturze do 600°C. Składem chemicznym stali szybkotnące zbliżone są do stali narzędziowych do pracy na gorąco, ale mają większą zawartość węgla (0,7–1,5%) oraz wolframu (do 18%), molibdenu (do 10%), wanadu (do 5%), kobaltu (do 10%) i chromu (ok. 4%). Zawartość pierwiastków stopowych decyduje o ich właściwościach – im więcej węglików, tym większa odporność na ścieranie i twardość. Kobalt nie tworzy węglików, ale zwiększa twardość wtórną i odporność na odpuszczanie. Wolfram i molibden tworzą węgliki typu M₆C, a wanad – węgliki typu MC, które mają bardzo dużą twardość. Chrom rozpuszcza się w osnowie i zwiększa hartowność stali. [19, 633, 248, 716]
paragraph: Właściwości narzędzi ze stali szybkotnących zależą od technologii ich wytwarzania. Można je otrzymać trzema metodami: 1) przez odlewanie metalu (narzędzia wstępnie), 2) ze stali odlanej i przerobionej plastycznie, 3) ze stali otrzymanej metodą metalurgii proszków. [505, 816, 734, 840]
column-body [262, 28, 491, 966]
paragraph: Stale szybkotnące. Stale szybkotnące stosuje się głównie do wyrobu narzędzi skrawających pracujących z dużymi prędkościami skrawania. Narzędzia te muszą utrzymywać twardość w temperaturze do 600°C. Składem chemicznym stali szybkotnące zbliżone są do stali narzędziowych do pracy na gorąco, ale mają większą zawartość węgla (0,7–1,5%) oraz wolframu (do 18%), molibdenu (do 10%), wanadu (do 5%), kobaltu (do 10%) i chromu (ok. 4%). Zawartość pierwiastków stopowych decyduje o ich właściwościach – im więcej węglików, tym większa odporność na ścieranie i twardość. Kobalt nie tworzy węglików, ale zwiększa twardość wtórną i odporność na odpuszczanie. Wolfram i molibden tworzą węgliki typu M₆C, a wanad – węgliki typu MC, które mają bardzo dużą twardość. Chrom rozpuszcza się w osnowie i zwiększa hartowność stali. [748, 633, 977, 716]
paragraph: W wielu stalach do pracy na zimno głównym dodatkiem stopowym jest węgiel i chrom i właśnie ten decyduje o strukturze tych stali. Jako stale narzędziowe są stosowane głównie stale martenzytyczne. Stale te można podzielić na trzy grupy: Do pierwszej grupy zaliczamy stale niklo- i krzemo- stopowe o zawartości ok. 1%C – najbardziej ciągliwe, o małej lub średniej hartowności. Mają one po zahartowaniu wysoką twardość (około 60 HRC), ale stosunkowo małą odporność na odpuszczanie. Wykonuje się z nich narzędzia tnące i wykrojniki pracujące z małymi prędkościami do cięcia papieru, gumy, drewna oraz metali (gwintowniki, narzynki, piłki) oraz sprawdziany i przyrządy pomiarowe. Do drugiej grupy należą stale zawierające ok. 2% węgla (ok. 0,5%), które charakteryzują się nieco większą hartownością, co decyduje o ich zastosowaniu. Są one ciągliwe i mają dużą odporność na ścieranie. Wytwarza się z nich narzędzia do pracy z dużymi prędkościami, takie jak frezy, noże tokarskie, a także szczęki do walcowania gwintów, piłki, sprawdziany, pierścienie, przebijaki, tłocznikami, stemple. Ze względu na duży udział węglików do tej grupy zalicza się również stale chromowo-wolframowe. [262, 185, 491, 301]
paragraph: Pod względem struktury węglików w stanie wyżarzonym można podzielić na: – węgliki typu M₆C, w których oprócz żelaza występuje wolfram, molibden i wanad; – węgliki typu M₂₃C₆, bogate w chrom i żelazo; – węgliki typu MC bogate w wanad, najtrwalsze i najtwardsze. [262, 716, 491, 749]
section-heading: Stale do pracy na gorąco. [19, 426, 82, 434]
paragraph: W wielu stalach do pracy na zimno głównym dodatkiem stopowym jest węgiel i chrom i właśnie ten decyduje o strukturze tych stali. Jako stale narzędziowe są stosowane głównie stale martenzytyczne. Stale te można podzielić na trzy grupy: Do pierwszej grupy zaliczamy stale niklo- i krzemo- stopowe o zawartości ok. 1%C – najbardziej ciągliwe, o małej lub średniej hartowności. Mają one po zahartowaniu wysoką twardość (około 60 HRC), ale stosunkowo małą odporność na odpuszczanie. Wykonuje się z nich narzędzia tnące i wykrojniki pracujące z małymi prędkościami do cięcia papieru, gumy, drewna oraz metali (gwintowniki, narzynki, piłki) oraz sprawdziany i przyrządy pomiarowe. Do drugiej grupy należą stale zawierające ok. 2% węgla (ok. 0,5%), które charakteryzują się nieco większą hartownością, co decyduje o ich zastosowaniu. Są one ciągliwe i mają dużą odporność na ścieranie. Wytwarza się z nich narzędzia do pracy z dużymi prędkościami, takie jak frezy, noże tokarskie, a także szczęki do walcowania gwintów, piłki, sprawdziany, pierścienie, przebijaki, tłocznikami, stemple. Ze względu na duży udział węglików do tej grupy zalicza się również stale chromowo-wolframowe. [505, 185, 734, 301]
paragraph: Stale narzędziowe do pracy na gorąco można podzielić na: stale wysokostopowe chromowo-molibdenowo-wanadowe, przeznaczone na matryce do kucia i prasowania na gorąco, stale do pracy w wyższych temperaturach z dodatkami wolframu i kobaltu. Stale te charakteryzują się dużą twardością wtórną i odpornością na odpuszczanie. Najbardziej popularną stalą tej grupy jest stal WNL. Stale te hartuje się od temp. 950–1150°C w oleju lub na powietrzu i odpuszcza w temp. ok. 550–650°C, przez co uzyskują twardość ok. 40–50 HRC. Są one stosowane m.in. do wyrobu matryc kuźniczych, form do odlewania ciśnieniowego, narzędzi do wyciskania. Stale te powinny się odznaczać dużą odpornością na zmęczenie cieplne i ścieranie. Obróbka cieplna stali narzędziowych do pracy na gorąco, ze względu na dużą zawartość węgla i pierwiastków stopowych, jest bardziej skomplikowana niż stali do pracy na zimno. W celu zmniejszenia niebezpieczeństwa odkształceń i pęknięć nagrzewanie prowadzi się stopniowo, z podgrzewaniem w zakresie temp. 600–850°C. Czas wytrzymania zależy od grubości przekroju i zwykle wynosi 0,5–1 h na 25 mm grubości. [748, 517, 977, 633]
paragraph: Stosunek ilościowy wymienionych węglików zależy od składu chemicznego stali. Obróbka cieplna narzędzi ze stali szybkotnących polega na ich hartowaniu od temperatury bliskiej solidusu (1200–1290°C) i potrójnym odpuszczaniu. Nagrzewanie prowadzi się stopniowo z podgrzewaniem w kąpielach solnych. Chłodzenie odbywa się w oleju lub w kąpieli solnej o temp. ok. 550°C, a następnie na powietrzu. Po hartowaniu stal zawiera 20–30% austenitu szczątkowego, który w czasie odpuszczania w temp. 540–580°C przemienia się w martenzyt. Odpuszczanie przeprowadza się w zakresie 550–580°C. Operację tę powtarza się co najmniej dwukrotnie. [19, 749, 248, 815]
paragraph: Stale tej grupy stosuje się przeważnie do wyrobu narzędzi do obróbki plastycznej na gorąco, które są narażone na działanie wysokiej temperatury, zmiennych naprężeń i ścierania. Powinny więc mieć dużą twardość, wytrzymałość, ciągliwość w podwyższonej temperaturze, a przy pracy w warunkach cyklicznie zmiennej temperatury – dużą odporność na zmęczenie cieplne. Stale te zawierają 0,3–0,6% węgla, a głównymi dodatkami stopowymi w nich są chrom, wolfram, molibden i wanad. Wysoka zawartość chromu zwiększa odporność na utlenianie i korozję. Te pierwiastki tworzą węgliki stopowe, które zapewniają twardość wtórną po odpuszczaniu. Stale o zawartości węgla ok. 0,3% wykazują dużą ciągliwość, a stale o zawartości węgla ok. 0,5% – dużą twardość i odporność na ścieranie. Stal WLK zawiera ok. 3% Co i 3% Mo. [505, 434, 734, 517]
column-body [991, 28, 1220, 966]
paragraph: Do trzeciej grupy zaliczamy stale wysokochromowe o dużej zawartości węgla dochodzącej do 2%. Mają one strukturę ledeburytyczną. Wysoka zawartość węgla w tych stalach pozwala na uzyskanie dużej ilości węglików, które zapewniają bardzo dużą odporność na ścieranie. Są to najbardziej odporne na ścieranie stale narzędziowe do pracy na zimno. Stosuje się je na wykrojniki, ciągadła, przebijaki, rozwiertaki, noże do cięcia blach, piłki, narzędzia do ciągnienia drutu, walców do walcowania gwintów. [19, 301, 248, 351]
paragraph: Najlepsze właściwości mają narzędzia otrzymane metodą odlewania, a najlepsze – metodą metalurgii proszków. Problem jakości wiąże się ściśle ze stopniem dyspersji i segregacji węglików. Jeśli stali mają drobne i równomiernie rozłożone węgliki, to duży wpływ na jakość wytwarzanych z nich narzędzi będzie wywierać obróbka cieplna. Stal nie może mieć nadmiernie dużych ziaren, gdyż obniża to jej ciągliwość i odporność na pękanie. Właściwą strukturę stali zapewnia przeprowadzenie ciągłego procesu wytwarzania. Stale szybkotnące są najważniejszą grupą stali narzędziowych i stosuje się je do wyrobu noży tokarskich, frezów, wierteł, gwintowników, przeciągaczy i innych narzędzi skrawających, a także do wyrobu narzędzi do obróbki plastycznej na zimno. Stale ze zwiększoną zawartością węgla i wanadu są bardziej odporne na ścieranie, gdyż zawierają więcej twardych węglików MC, ale jednocześnie ich szlifowanie sprawia dużo trudności. Dobrze obrobione odporność na ścieranie zależy również przez zastosowanie obróbki cieplno – chemicznej: azotowania, tleno-azotowania, siarko-azotowania i cyjanowania lub pokrywania w próżniowych piecach pracy jonowej. Rodzaj stali na narzędzia powinien być dobrany w zależności od właściwości skrawanego materiału, kształtu samego narzędzia i charakteru jego pracy. [991, 841, 1220, 965]
section-heading: Stale do pracy na gorąco. [262, 426, 325, 434]
text-column [742, 13, 985, 1733]
column-title: STALE NARZĘDZIOWE STOPOWE [505, 17, 643, 27]
paragraph: Obróbka cieplna stali narzędziowych do pracy na zimno polega na ich hartowaniu od ok. 250 HB dzięki wyżarzaniu, zwykle w zakresie temp. 850°C. Do chłodzenia stosuje się olej lub powietrze, a w niektórych przypadkach wodę. Przy tak dużej twardości i stosunkowo niskiej ciągliwości odpuszczanie przeprowadza się w temp. 150–200°C. Stale o zawartości węgla 0,5–0,9% wykazują duży wzrost wytrzymałości, a tym samym zmniejszenie skłonności do tworzenia pęknięć. Temperatura hartowania zależy od składu chemicznego stali oraz sposobu chłodzenia (w oleju lub na powietrzu). Stale te wykazują wysoką odporność na ścieranie i dużą twardość przy niewielkim zmniejszeniu ciągliwości (ok. 62 HRC). [748, 351, 977, 425]
paragraph: Stalom narzędziowym stawia się bardzo wysokie wymagania odnośnie twardości, hartowności, odporności na ścieranie, ciągliwości i odporności na odpuszczanie. Stale narzędziowe stopowe charakteryzują się wyższą hartownością niż stale niestopowe, w związku z czym mogą być hartowane w oleju lub na powietrzu. Szczególne znaczenie mają w nich węgliki pierwiastków stopowych, które tworzą węgliki złożone (M₆C, M₂₃C₆) i M₇C₃, tzn. chromu, molibdenu, wolframu i wanadu. Stale szybkotnące przez dodatki stopowe i węglików, a w zależności od warunków ich pracy, na trzy grupy: stale do pracy na zimno, stale do pracy na gorąco, stale szybkotnące. Przez skrócenie na stanie zmniejsza się, że temp. pracy narzędzia nie wzrasta ponad 250°C, a na gorąco, że stosuje się w zakresie do ok. 600°C. [505, 28, 734, 110]
